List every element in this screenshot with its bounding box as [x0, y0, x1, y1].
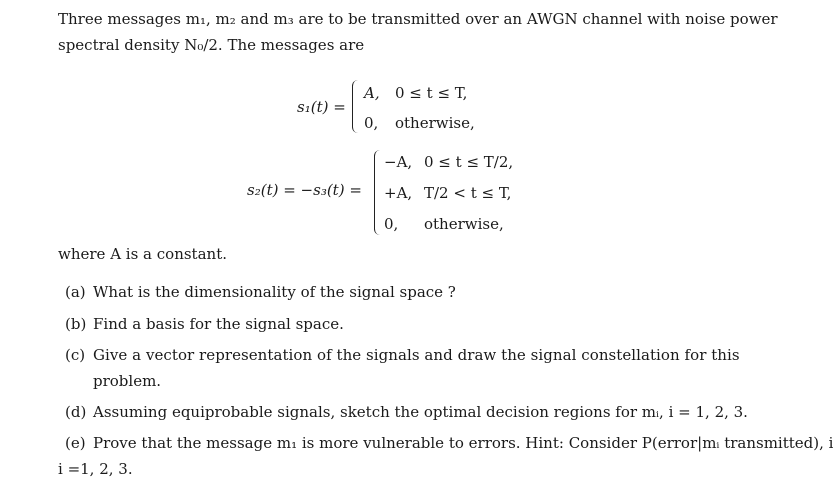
- question-e-label: (e): [65, 434, 86, 452]
- s2-case-2-value: +A,: [384, 184, 413, 202]
- s2-case-1-condition: 0 ≤ t ≤ T/2,: [424, 153, 514, 171]
- question-b-label: (b): [65, 315, 87, 333]
- s2-brace: [374, 150, 381, 235]
- s2-lhs: s₂(t) = −s₃(t) =: [247, 181, 362, 199]
- question-b-text: Find a basis for the signal space.: [93, 315, 344, 333]
- s1-case-1-condition: 0 ≤ t ≤ T,: [395, 84, 468, 102]
- where-text: where A is a constant.: [58, 245, 227, 263]
- s2-case-2-condition: T/2 < t ≤ T,: [424, 184, 512, 202]
- s2-case-1-value: −A,: [384, 153, 413, 171]
- question-e-text: Prove that the message m₁ is more vulnerable to errors. Hint: Consider P(error|mᵢ transmitted), i: [93, 434, 833, 452]
- question-d-text: Assuming equiprobable signals, sketch the optimal decision regions for mᵢ, i = 1, 2, 3.: [93, 403, 748, 421]
- question-c-text: Give a vector representation of the signals and draw the signal constellation for this: [93, 346, 740, 364]
- s1-lhs: s₁(t) =: [297, 98, 346, 116]
- s1-case-2-value: 0,: [364, 114, 379, 132]
- question-a-label: (a): [65, 283, 86, 301]
- question-a-text: What is the dimensionality of the signal space ?: [93, 283, 456, 301]
- intro-line-2: spectral density N₀/2. The messages are: [58, 36, 365, 54]
- question-c-continuation: problem.: [93, 372, 162, 390]
- intro-line-1: Three messages m₁, m₂ and m₃ are to be transmitted over an AWGN channel with noise power: [58, 10, 778, 28]
- s1-case-1-value: A,: [364, 84, 380, 102]
- s2-case-3-value: 0,: [384, 215, 399, 233]
- question-e-continuation: i =1, 2, 3.: [58, 460, 133, 478]
- s2-case-3-condition: otherwise,: [424, 215, 504, 233]
- question-d-label: (d): [65, 403, 87, 421]
- s1-brace: [352, 80, 359, 133]
- question-c-label: (c): [65, 346, 86, 364]
- s1-case-2-condition: otherwise,: [395, 114, 475, 132]
